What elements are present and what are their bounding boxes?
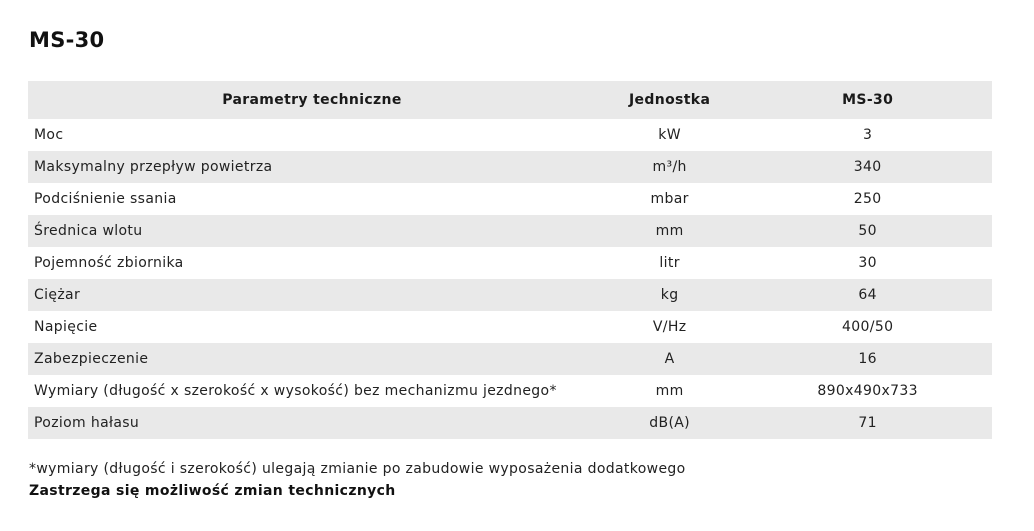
cell-value: 50 <box>743 215 992 247</box>
table-row <box>28 119 992 151</box>
cell-parameter: Zabezpieczenie <box>28 343 596 375</box>
table-row <box>28 183 992 215</box>
cell-value: 400/50 <box>841 319 894 335</box>
table-row <box>28 247 992 279</box>
cell-parameter: Poziom hałasu <box>28 407 596 439</box>
cell-value: 16 <box>743 343 992 375</box>
cell-unit: litr <box>659 255 680 271</box>
spec-table <box>28 81 992 439</box>
cell-parameter: Napięcie <box>34 319 98 335</box>
cell-unit: kg <box>596 279 743 311</box>
cell-unit: kW <box>658 127 681 143</box>
cell-unit: mm <box>596 215 743 247</box>
cell-parameter: Maksymalny przepływ powietrza <box>28 151 596 183</box>
table-row <box>28 311 992 343</box>
cell-value: 890x490x733 <box>817 383 918 399</box>
table-row <box>28 215 992 247</box>
header-unit: Jednostka <box>596 81 743 119</box>
table-row <box>28 151 992 183</box>
cell-unit: dB(A) <box>596 407 743 439</box>
cell-value: 30 <box>858 255 877 271</box>
cell-value: 71 <box>743 407 992 439</box>
cell-unit: mm <box>655 383 684 399</box>
cell-unit: V/Hz <box>652 319 687 335</box>
table-row <box>28 407 992 439</box>
cell-parameter: Podciśnienie ssania <box>34 191 177 207</box>
cell-value: 64 <box>743 279 992 311</box>
header-parameter: Parametry techniczne <box>28 81 596 119</box>
cell-value: 250 <box>853 191 882 207</box>
table-row <box>28 375 992 407</box>
disclaimer: Zastrzega się możliwość zmian technicznych <box>29 483 396 499</box>
header-value: MS-30 <box>743 81 992 119</box>
cell-unit: m³/h <box>596 151 743 183</box>
cell-parameter: Pojemność zbiornika <box>34 255 184 271</box>
cell-unit: mbar <box>650 191 689 207</box>
page-title: MS-30 <box>29 28 105 52</box>
table-row <box>28 343 992 375</box>
cell-parameter: Moc <box>34 127 64 143</box>
table-header-row <box>28 81 992 119</box>
cell-unit: A <box>596 343 743 375</box>
footnote: *wymiary (długość i szerokość) ulegają zmianie po zabudowie wyposażenia dodatkowego <box>29 461 686 477</box>
cell-value: 340 <box>743 151 992 183</box>
cell-parameter: Wymiary (długość x szerokość x wysokość) bez mechanizmu jezdnego* <box>34 383 557 399</box>
cell-parameter: Ciężar <box>28 279 596 311</box>
table-row <box>28 279 992 311</box>
cell-parameter: Średnica wlotu <box>28 215 596 247</box>
cell-value: 3 <box>863 127 873 143</box>
